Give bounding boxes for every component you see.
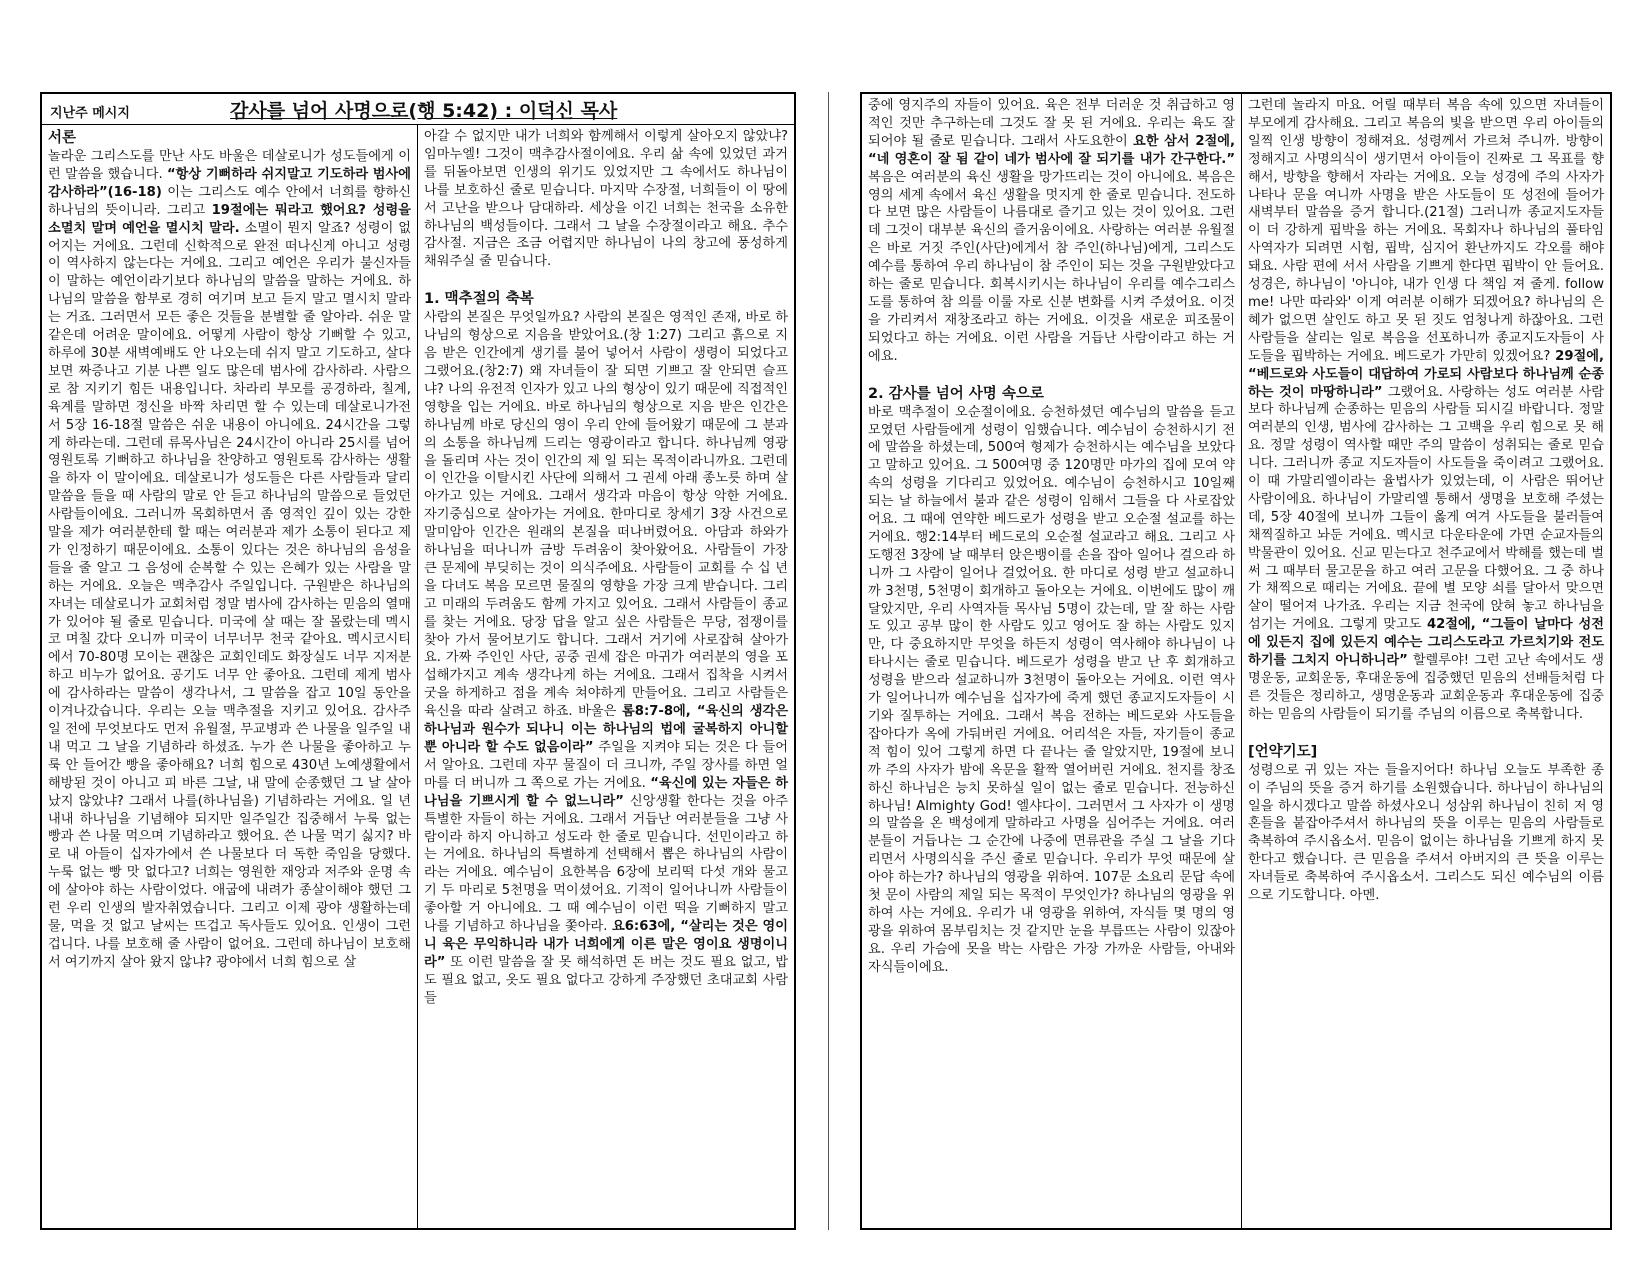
body-text: 이는 그리스도 예수 안에서 너희를 향하신 하나님의 뜻이니라. 그리고 [48, 184, 411, 218]
section-heading-1: 1. 맥추절의 축복 [424, 291, 534, 308]
body-text: 주일을 지켜야 되는 것은 다 들어서 알아요. 그런데 자꾸 물질이 더 크니까, 주일 장사를 하면 얼마를 더 버니까 그 쪽으로 가는 거에요. [424, 740, 788, 791]
page-fold-line [828, 92, 829, 1230]
right-column-1 [862, 94, 1242, 1228]
section-tag: 지난주 메시지 [50, 106, 130, 121]
body-paragraph: 바로 맥추절이 오순절이에요. 승천하셨던 예수님의 말씀을 듣고 모였던 사람들에게 성령이 임했습니다. 예수님이 승천하시기 전에 말씀을 하셨는데, 500여 형제가 승천하시는 예수님을 보았다고 말하고 있어요. 그 500여명 중 120명만 마가의 집에 모여 약속의 성령을 기다리고 있었어요. 예수님이 승천하시고 10일째 되는 날 하늘에서 불과 같은 성령이 임해서 그들을 다 사로잡았어요. 그 때에 연약한 베드로가 성령을 받고 오순절 설교를 하는 거에요. 행2:14부터 베드로의 오순절 설교라고 해요. 그리고 사도행전 3장에 날 때부터 앉은뱅이를 손을 잡아 일어나 걸으라 하니까 그 사람이 일어나 걸었어요. 한 마디로 성령 받고 설교하니까 3천명, 5천명이 회개하고 돌아오는 거에요. 이번에도 많이 깨달았지만, 우리 사역자들 목사님 5명이 갔는데, 말 잘 하는 사람도 있고 공부 많이 한 사람도 있고 영어도 잘 하는 사람도 있지만, 다 중요하지만 무엇을 하든지 성령이 역사해야 하나님이 나타나시는 줄로 믿습니다. 베드로가 성령을 받고 난 후 회개하고 성령을 받으라 설교하니까 3천명이 돌아오는 거에요. 이런 역사가 일어나니까 예수님을 십자가에 죽게 했던 종교지도자들이 시기와 질투하는 거에요. 그래서 복음 전하는 베드로와 사도들을 잡아다가 옥에 가둬버린 거에요. 어리석은 자들, 자기들이 종교적 힘이 있어 그렇게 하면 다 끝나는 줄 알았지만, 19절에 보니까 주의 사자가 밤에 옥문을 활짝 열어버린 거에요. 천지를 창조하신 하나님은 능치 못하실 일이 없는 줄로 믿습니다. 전능하신 하나님! Almighty God! 엘샤다이. 그러면서 그 사자가 이 생명의 말씀을 온 백성에게 말하라고 사명을 심어주는 거에요. 여러분들이 거듭나는 그 순간에 나중에 면류관을 주실 그 날을 기다리면서 사명의식을 주신 줄로 믿습니다. 우리가 무엇 때문에 살아야 하는가? 하나님의 영광을 위하여. 107문 소요리 문답 속에 첫 문이 사람의 제일 되는 목적이 무엇인가? 하나님의 영광을 위하여 사는 거에요. 우리가 내 영광을 위하여, 자식들 몇 명의 영광을 위하여 몸부림치는 것 같지만 눈을 부릅뜨는 사람이 있잖아요. 우리 가슴에 못을 박는 사람은 가장 가까운 사람들, 아내와 자식들이에요. [868, 404, 1235, 975]
prayer-heading: [언약기도] [1248, 743, 1318, 760]
left-column-2 [418, 125, 794, 1228]
right-column-2 [1242, 94, 1610, 1228]
body-text: 중에 영지주의 자들이 있어요. 육은 전부 더러운 것 취급하고 영적인 것만 추구하는데 그것도 잘 못 된 거에요. 우리는 육도 잘 되어야 될 줄로 믿습니다. 그래서 사도요한이 [868, 98, 1235, 149]
scripture-quote: 29절에, “베드로와 사도들이 대답하여 가로되 사람보다 하나님께 순종하는 것이 마땅하니라” [1248, 348, 1604, 400]
left-column-1 [42, 125, 418, 1228]
right-page [860, 92, 1612, 1230]
body-text: 할렐루야! 그런 고난 속에서도 생명운동, 교회운동, 후대운동에 집중했던 믿음의 선배들처럼 다른 것들은 정리하고, 생명운동과 교회운동과 후대운동에 집중하는 믿음의 사람들이 되기를 주님의 이름으로 축복합니다. [1248, 653, 1605, 722]
section-heading-2: 2. 감사를 넘어 사명 속으로 [868, 385, 1044, 402]
sermon-header [42, 94, 794, 125]
body-text: 사람의 본질은 무엇일까요? 사람의 본질은 영적인 존재, 바로 하나님의 형상으로 지음을 받았어요.(창 1:27) 그리고 흙으로 지음 받은 인간에게 생기를 불어 넣어서 사람이 생령이 되었다고 그랬어요.(창2:7) 왜 자녀들이 잘 되면 기쁘고 잘 안되면 슬프냐? 나의 유전적 인자가 있고 나의 형상이 있기 때문에 직접적인 영향을 입는 거에요. 바로 하나님의 형상으로 지음 받은 인간은 하나님께 바로 당신의 영이 우리 안에 들어왔기 때문에 그 분과의 소통을 하나님께 드리는 영광이라고 합니다. 하나님께 영광을 돌리며 사는 것이 인간의 제 일 되는 목적이라니까요. 그런데 이 인간을 이탈시킨 사단에 의해서 그 권세 아래 종노릇 하며 살아가고 있는 거에요. 그래서 생각과 마음이 항상 악한 거에요. 자기중심으로 살아가는 거에요. 한마디로 창세기 3장 사건으로 말미암아 인간은 원래의 본질을 떠나버렸어요. 아담과 하와가 하나님을 떠나니까 금방 두려움이 찾아왔어요. 사람들이 가장 큰 문제에 부딪히는 것이 의식주에요. 사람들이 교회를 수 십 년을 다녀도 복음 모르면 물질의 영향을 가장 크게 받습니다. 그리고 미래의 두려움도 함께 가지고 있어요. 그래서 사람들이 종교를 찾는 거에요. 당장 답을 알고 싶은 사람들은 무당, 점쟁이를 찾아 가서 물어보기도 합니다. 그래서 거기에 사로잡혀 살아가요. 가짜 주인인 사단, 공중 권세 잡은 마귀가 여러분의 영을 포섭해가지고 계속 생각나게 하는 거에요. 그래서 집착을 시켜서 굿을 하게하고 점을 계속 쳐야하게 만들어요. 그리고 사람들은 육신을 따라 살려고 하죠. 바울은 [424, 310, 788, 720]
body-paragraph: 아갈 수 없지만 내가 너희와 함께해서 이렇게 살아오지 않았냐? 임마누엘! 그것이 맥추감사절이에요. 우리 삶 속에 있었던 과거를 뒤돌아보면 인생의 위기도 있었지만 그 속에서도 하나님이 나를 보호하신 줄로 믿습니다. 마지막 수장절, 너희들이 이 땅에서 고난을 받으나 담대하라. 세상을 이긴 너희는 천국을 소유한 하나님의 백성들이다. 그래서 그 날을 수장절이라고 해요. 추수감사절. 지금은 조금 어렵지만 하나님이 나의 창고에 풍성하게 채워주실 줄 믿습니다. [424, 129, 788, 270]
intro-paragraph [48, 148, 411, 972]
body-paragraph [868, 97, 1235, 366]
body-text: 또 이런 말씀을 잘 못 해석하면 돈 버는 것도 필요 없고, 밥도 필요 없고, 옷도 필요 없다고 강하게 주장했던 초대교회 사람들 [424, 954, 788, 1006]
prayer-paragraph: 성령으로 귀 있는 자는 들을지어다! 하나님 오늘도 부족한 종이 주님의 뜻을 증거 하기를 소원했습니다. 하나님이 하나님의 일을 하시겠다고 말씀 하셨사오니 성삼위 하나님이 친히 저 영혼들을 붙잡아주셔서 하나님의 뜻을 이루는 믿음의 사람들로 축복하여 주시옵소서. 믿음이 없이는 하나님을 기쁘게 하지 못한다고 했습니다. 큰 믿음을 주셔서 아버지의 큰 뜻을 이루는 자녀들로 축복하여 주시옵소서. 그리스도 되신 예수님의 이름으로 기도합니다. 아멘. [1248, 762, 1604, 904]
body-text: 그랬어요. 사랑하는 성도 여러분 사람보다 하나님께 순종하는 믿음의 사람들 되시길 바랍니다. 정말 여러분의 인생, 범사에 감사하는 그 고백을 우리 힘으로 못 해요. 정말 성령이 역사할 때만 주의 말씀이 성취되는 줄로 믿습니다. 그러니까 종교 지도자들이 사도들을 죽이려고 그랬어요. 이 때 가말리엘이라는 율법사가 있었는데, 이 사람은 뛰어난 사람이에요. 하나님이 가말리엘 통해서 생명을 보호해 주셨는데, 5장 40절에 보니까 그들이 옳게 여겨 사도들을 불러들여 채찍질하고 놔둔 거에요. 멕시코 다운타운에 가면 순교자들의 박물관이 있어요. 신교 믿는다고 천주교에서 박해를 했는데 벌써 그 때부터 물고문을 하고 여러 고문을 다했어요. 그 중 하나가 채찍으로 때리는 거에요. 끝에 별 모양 쇠를 달아서 맞으면 살이 떨어져 나가죠. 우리는 지금 천국에 앉혀 놓고 하나님을 섬기는 거에요. 그렇게 맞고도 [1248, 384, 1604, 633]
scripture-quote: 42절에, “그들이 날마다 성전에 있든지 집에 있든지 예수는 그리스도라고 가르치기와 전도하기를 그치지 아니하니라” [1248, 617, 1604, 669]
left-page [40, 92, 796, 1230]
scripture-quote: 19절에는 뭐라고 했어요? 성령을 소멸치 말며 예언을 멸시치 말라. [48, 202, 411, 236]
scripture-quote: “육신에 있는 자들은 하나님을 기쁘시게 할 수 없느니라” [424, 775, 788, 809]
body-text: 복음은 여러분의 육신 생활을 망가뜨리는 것이 아니에요. 복음은 영의 세계 속에서 육신 생활을 멋지게 한 줄로 믿습니다. 전도하다 보면 많은 사람들이 나름대로 즐기고 있는 것이 있어요. 그런데 그것이 대부분 육신의 즐거움이에요. 사랑하는 여러분 유월절은 바로 거짓 주인(사단)에게서 참 주인(하나님)에게, 그리스도 예수를 통하여 우리 하나님이 참 주인이 되는 것을 구원받았다고 하는 줄로 믿습니다. 회복시키시는 하나님이 우리를 예수그리스도를 통하여 참 의를 이룰 자로 신분 변화를 시켜 주셨어요. 이것을 가리켜서 재창조라고 하는 거에요. 이것을 새로운 피조물이 되었다고 하는 거에요. 이런 사람을 거듭난 사람이라고 하는 거에요. [868, 169, 1235, 364]
body-text: 소멸이 뭔지 알죠? 성령이 없어지는 거에요. 그런데 신학적으로 완전 떠나신게 아니고 성령이 역사하지 않는다는 거에요. 그리고 예언은 우리가 불신자들이 말하는 예언이라기보다 하나님의 말씀을 말하는 거에요. 하나님의 말씀을 함부로 경히 여기며 보고 듣지 말고 멸시치 말라는 거죠. 그러면서 모든 좋은 것들을 분별할 줄 알아라. 쉬운 말 같은데 어려운 말이에요. 어떻게 사람이 항상 기뻐할 수 있고, 하루에 30분 새벽예배도 안 나오는데 쉬지 말고 기도하고, 살다 보면 짜증나고 기분 나쁜 일도 많은데 범사에 감사하라. 사람으로 참 지키기 힘든 내용입니다. 차라리 부모를 공경하라, 칠계, 육계를 말하면 정신을 바짝 차리면 할 수 있는데 데살로니가전서 5장 16-18절 말씀은 쉬운 내용이 아니에요. 24시간을 그렇게 하라는데. 그런데 류목사님은 24시간이 아니라 25시를 넘어 영원토록 기뻐하고 하나님을 찬양하고 영원토록 감사하는 생활을 하자 이 말이에요. 데살로니가 성도들은 다른 사람들과 달리 말씀을 들을 때 사람의 말로 안 듣고 하나님의 말씀으로 들었던 사람들이에요. 그러니까 목회하면서 좀 영적인 깊이 있는 강한 말을 제가 여러분한테 할 때는 여러분과 제가 소통이 된다고 제가 인정하기 때문이에요. 소통이 있다는 것은 하나님의 음성을 들을 줄 알고 그 음성에 순복할 수 있는 은혜가 있는 사람을 말하는 거에요. 오늘은 맥추감사 주일입니다. 구원받은 하나님의 자녀는 데살로니가 교회처럼 정말 범사에 감사하는 믿음의 열매가 있어야 될 줄로 믿습니다. 미국에 살 때는 잘 몰랐는데 멕시코 며칠 갔다 오니까 미국이 너무너무 천국 같아요. 멕시코시티에서 70-80명 모이는 괜찮은 교회인데도 화장실도 너무 지저분하고 비누가 없어요. 공기도 너무 안 좋아요. 그런데 제게 범사에 감사하라는 말씀이 생각나서, 그 말씀을 잡고 10일 동안을 이겨나갔습니다. 우리는 오늘 맥추절을 지키고 있어요. 감사주일 전에 무엇보다도 먼저 유월절, 무교병과 쓴 나물을 일주일 내내 먹고 그 날을 기념하라 하셨죠. 누가 쓴 나물을 좋아하고 누룩 안 들어간 빵을 좋아해요? 너희 힘으로 430년 노예생활에서 해방된 것이 아니고 피 바른 그날, 내 말에 순종했던 그 날 살아났지 않았냐? 그래서 나를(하나님을) 기념하라는 거에요. 일 년 내내 하나님을 기념해야 되지만 일주일간 집중해서 누룩 없는 빵과 쓴 나물 먹으며 기념하라고 했어요. 쓴 나물 먹기 싫지? 바로 내 아들이 십자가에서 쓴 나물보다 더 독한 죽임을 당했다. 누룩 없는 빵 맛 없다고? 너희는 영원한 재앙과 저주와 운명 속에 살아야 하는 사람이었다. 애굽에 내려가 종살이해야 했던 그런 우리 인생의 발자취였습니다. 그리고 이제 광야 생활하는데 물, 먹을 것 없고 날씨는 뜨겁고 독사들도 있어요. 인생이 그런 겁니다. 나를 보호해 줄 사람이 없어요. 그런데 하나님이 보호해서 여기까지 살아 왔지 않냐? 광야에서 너희 힘으로 살 [48, 220, 412, 970]
body-text: 신앙생활 한다는 것을 아주 특별한 자들이 하는 거에요. 그래서 거듭난 여러분들을 그냥 사람이라 하지 아니하고 성도라 한 줄로 믿습니다. 선민이라고 하는 거에요. 하나님의 특별하게 선택해서 뽑은 하나님의 사람이라는 거에요. 예수님이 요한복음 6장에 보리떡 다섯 개와 물고기 두 마리로 5천명을 먹이셨어요. 기적이 일어나니까 사람들이 좋아할 거 아니에요. 그 때 예수님이 이런 떡을 기뻐하지 말고 나를 기념하고 하나님을 쫓아라. [424, 793, 788, 935]
body-paragraph [1248, 97, 1604, 724]
body-text: 놀라운 그리스도를 만난 사도 바울은 데살로니가 성도들에게 이런 말씀을 했습니다. [48, 149, 411, 182]
body-paragraph [424, 309, 788, 1007]
scripture-quote: “항상 기뻐하라 쉬지말고 기도하라 범사에 감사하라”(16-18) [48, 166, 411, 200]
intro-heading: 서론 [48, 130, 77, 146]
scripture-quote: 요6:63에, “살리는 것은 영이니 육은 무익하니라 내가 너희에게 이른 말은 영이요 생명이니라” [424, 919, 788, 970]
sermon-title: 감사를 넘어 사명으로(행 5:42) : 이덕신 목사 [230, 100, 618, 122]
body-text: 그런데 놀라지 마요. 어릴 때부터 복음 속에 있으면 자녀들이 부모에게 감사해요. 그리고 복음의 빛을 받으면 우리 아이들의 일찍 인생 방향이 정해져요. 성령께서 가르쳐 주니까. 방향이 정해지고 사명의식이 생기면서 아이들이 진짜로 그 목표를 향해서, 방향을 향해서 자라는 거에요. 오늘 성경에 주의 사자가 나타나 문을 여니까 사명을 받은 사도들이 또 성전에 들어가 새벽부터 말씀을 증거 합니다.(21절) 그러니까 종교지도자들이 더 강하게 핍박을 하는 거에요. 목회자나 하나님의 풀타임 사역자가 되려면 시험, 핍박, 심지어 환난까지도 각오를 해야 돼요. 사람 편에 서서 사람을 기쁘게 한다면 핍박이 안 들어요. 성경은, 하나님이 '아니야, 내가 인생 다 책임 져 줄게. follow me! 나만 따라와' 이게 여러분 이해가 되겠어요? 하나님의 은혜가 없으면 살인도 하고 못 된 짓도 엄청나게 하잖아요. 그런 사람들을 살리는 일로 복음을 선포하니까 종교지도자들이 사도들을 핍박하는 거에요. 베드로가 가만히 있겠어요? [1248, 98, 1604, 364]
scripture-quote: 롬8:7-8에, “육신의 생각은 하나님과 원수가 되나니 이는 하나님의 법에 굴복하지 아니할 뿐 아니라 할 수도 없음이라” [424, 704, 789, 755]
scripture-quote: 요한 삼서 2절에, “네 영혼이 잘 됨 같이 네가 범사에 잘 되기를 내가 간구한다.” [868, 133, 1235, 167]
